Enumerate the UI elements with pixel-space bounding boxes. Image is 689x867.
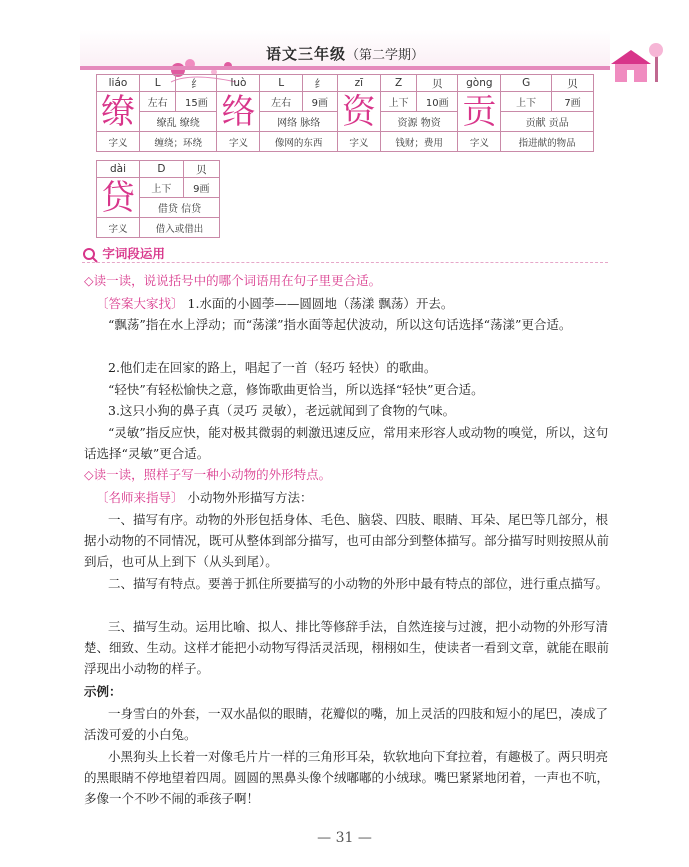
char-words: 借贷 信贷 <box>140 198 220 218</box>
char-meaning: 借入或借出 <box>140 218 220 238</box>
char-glyph: 贷 <box>97 178 140 218</box>
char-strokes: 9画 <box>302 92 337 112</box>
char-meaning-label: 字义 <box>217 132 260 152</box>
header-divider <box>80 66 610 70</box>
char-meaning-label: 字义 <box>458 132 501 152</box>
char-structure: 左右 <box>140 92 176 112</box>
q1-item1-line <box>84 293 610 314</box>
method-paragraph-3: 三、描写生动。运用比喻、拟人、排比等修辞手法，自然连接与过渡，把小动物的外形写清楚、细致、生动。这样才能把小动物写得活灵活现，栩栩如生，使读者一看到文章，就能在眼前浮现出小动物的样子。 <box>84 619 610 676</box>
question-2: ◇读一读，照样子写一种小动物的外形特点。 <box>84 467 332 482</box>
book-title <box>80 43 610 64</box>
example-2: 小黑狗头上长着一对像毛片片一样的三角形耳朵，软软地向下耷拉着，有趣极了。两只明亮的黑眼睛不停地望着四周。圆圆的黑鼻头像个绒嘟嘟的小绒球。嘴巴紧紧地闭着，一声也不吭，多像一个不吵不闹的乖孩子啊！ <box>84 749 610 806</box>
char-structure: 上下 <box>501 92 552 112</box>
q1-explanation2: “轻快”有轻松愉快之意，修饰歌曲更恰当，所以选择“轻快”更合适。 <box>108 382 484 397</box>
char-structure: 上下 <box>380 92 416 112</box>
char-index-letter: D <box>140 161 184 178</box>
method-paragraph-2: 二、描写有特点。要善于抓住所要描写的小动物的外形中最有特点的部位，进行重点描写。 <box>108 576 609 591</box>
char-structure: 上下 <box>140 178 184 198</box>
book-title-sub: （第二学期） <box>346 48 425 63</box>
magnifier-icon <box>82 247 98 263</box>
char-radical: 贝 <box>552 75 594 92</box>
char-meaning: 指进献的物品 <box>501 132 594 152</box>
answer-tag: 〔答案大家找〕 <box>96 296 184 311</box>
char-structure: 左右 <box>260 92 302 112</box>
example-1: 一身雪白的外套，一双水晶似的眼睛，花瓣似的嘴，加上灵活的四肢和短小的尾巴，凑成了活泼可爱的小白兔。 <box>84 706 609 742</box>
char-radical: 贝 <box>183 161 219 178</box>
char-glyph: 资 <box>337 92 380 132</box>
q2-intro: 小动物外形描写方法： <box>187 490 313 505</box>
q1-item3: 3.这只小狗的鼻子真（灵巧 灵敏），老远就闻到了食物的气味。 <box>108 403 456 418</box>
house-decoration-icon <box>595 42 675 88</box>
char-glyph: 贡 <box>458 92 501 132</box>
char-meaning-label: 字义 <box>337 132 380 152</box>
book-title-main: 语文三年级 <box>265 45 346 63</box>
question-1: ◇读一读，说说括号中的哪个词语用在句子里更合适。 <box>84 273 382 288</box>
char-strokes: 9画 <box>183 178 219 198</box>
character-table-row1 <box>96 74 594 152</box>
char-meaning-label: 字义 <box>97 132 140 152</box>
q1-item2: 2.他们走在回家的路上，唱起了一首（轻巧 轻快）的歌曲。 <box>108 360 437 375</box>
char-strokes: 7画 <box>552 92 594 112</box>
section-title <box>82 244 165 263</box>
example-label: 示例： <box>84 684 122 699</box>
char-words: 网络 脉络 <box>260 112 337 132</box>
char-pinyin: gòng <box>458 75 501 92</box>
q2-intro-line <box>84 487 610 508</box>
char-strokes: 15画 <box>176 92 217 112</box>
q1-explanation1: “飘荡”指在水上浮动；而“荡漾”指水面等起伏波动，所以这句话选择“荡漾”更合适。 <box>108 317 572 332</box>
char-glyph: 络 <box>217 92 260 132</box>
char-pinyin: luò <box>217 75 260 92</box>
char-index-letter: Z <box>380 75 416 92</box>
page-header <box>80 30 610 68</box>
char-radical: 纟 <box>176 75 217 92</box>
char-meaning-label: 字义 <box>97 218 140 238</box>
char-words: 资源 物资 <box>380 112 457 132</box>
page-number: — 31 — <box>317 830 372 846</box>
char-glyph: 缭 <box>97 92 140 132</box>
char-pinyin: liáo <box>97 75 140 92</box>
char-pinyin: dài <box>97 161 140 178</box>
char-index-letter: L <box>260 75 302 92</box>
section-divider <box>82 262 608 263</box>
char-meaning: 像网的东西 <box>260 132 337 152</box>
character-table-row2 <box>96 160 220 238</box>
char-pinyin: zī <box>337 75 380 92</box>
char-radical: 纟 <box>302 75 337 92</box>
char-words: 缭乱 缭绕 <box>140 112 217 132</box>
char-meaning: 缠绕；环绕 <box>140 132 217 152</box>
char-meaning: 钱财；费用 <box>380 132 457 152</box>
guide-tag: 〔名师来指导〕 <box>96 490 184 505</box>
q1-item1: 1.水面的小圆荸——圆圆地（荡漾 飘荡）开去。 <box>187 296 454 311</box>
q1-explanation3: “灵敏”指反应快，能对极其微弱的刺激迅速反应，常用来形容人或动物的嗅觉，所以，这句话选择“灵敏”更合适。 <box>84 425 609 461</box>
char-words: 贡献 贡品 <box>501 112 594 132</box>
char-strokes: 10画 <box>417 92 458 112</box>
section-title-text: 字词段运用 <box>102 246 165 261</box>
char-index-letter: L <box>140 75 176 92</box>
method-paragraph-1: 一、描写有序。动物的外形包括身体、毛色、脑袋、四肢、眼睛、耳朵、尾巴等几部分，根据小动物的不同情况，既可从整体到部分描写，也可由部分到整体描写。部分描写时则按照从前到后，也可从上到下（从头到尾）。 <box>84 512 610 569</box>
char-index-letter: G <box>501 75 552 92</box>
char-radical: 贝 <box>417 75 458 92</box>
